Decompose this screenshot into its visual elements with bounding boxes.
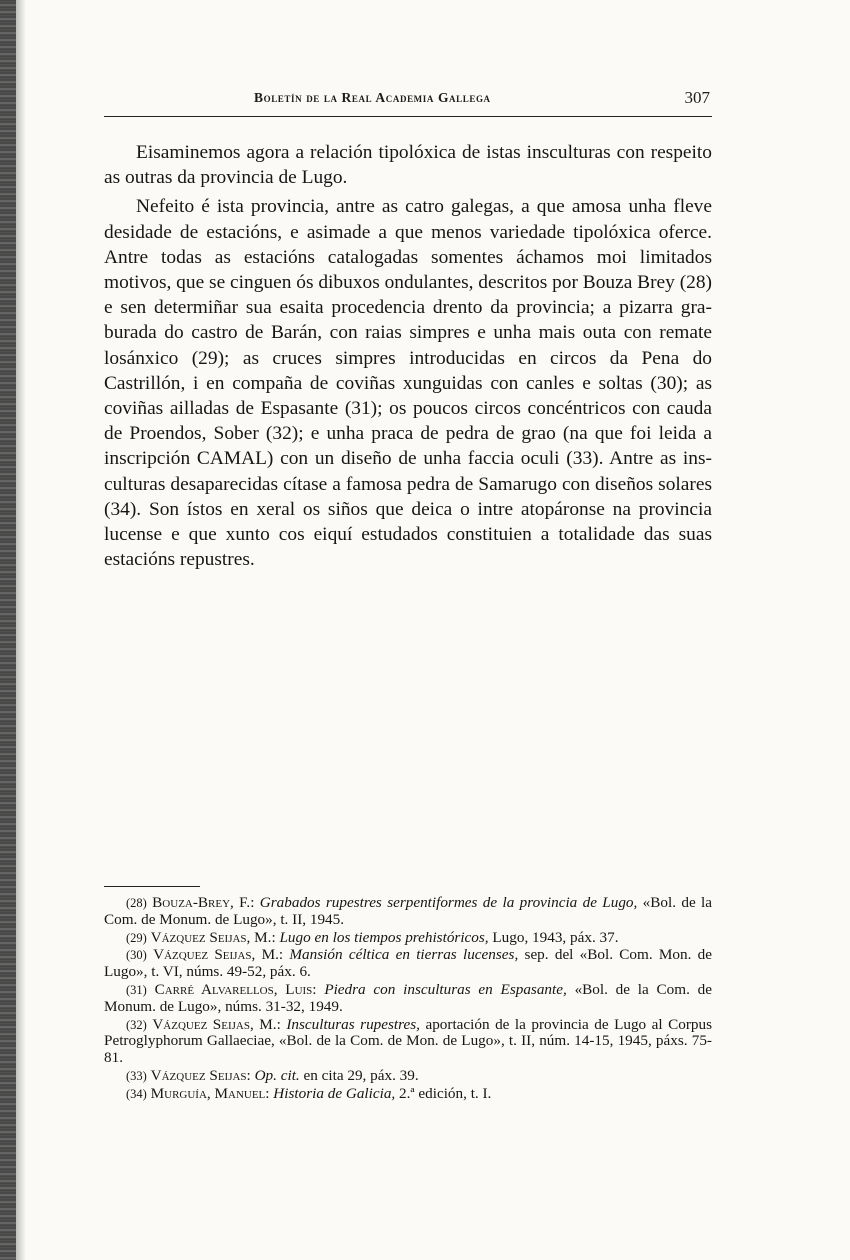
running-header (104, 88, 712, 117)
footnote: (34) Murguía, Manuel: Historia de Galicia, 2.ª edición, t. I. (126, 1084, 492, 1102)
page-number: 307 (684, 88, 710, 107)
footnotes (104, 895, 712, 1104)
footnote: (31) Carré Alvarellos, Luis: Piedra con insculturas en Espasante, «Bol. de la Com. de Monum. de Lugo», núms. 31-32, 1949. (104, 980, 712, 1015)
footnote-rule (104, 886, 200, 887)
footnote: (29) Vázquez Seijas, M.: Lugo en los tiempos prehistóricos, Lugo, 1943, páx. 37. (126, 928, 619, 946)
footnote: (33) Vázquez Seijas: Op. cit. en cita 29, páx. 39. (126, 1066, 419, 1084)
paragraph: Nefeito é ista provincia, antre as catro galegas, a que amosa unha fleve desidade de estacións, e asimade a que menos variedade tipolóxica oferce. Antre todas as estacións catalogadas somentes áchamos moi limitados motivos, que se cinguen ós dibuxos ondulantes, descritos por Bouza Brey (28) e sen determiñar sua esaita procedencia drento da provincia; a pizarra graburada do castro de Barán, con raias simpres e unha mais outa con remate losánxico (29); as cruces simpres introducidas en circos da Pena do Castrillón, i en compaña de coviñas xunguidas con canles e soltas (30); as coviñas ailladas de Espasante (31); os poucos circos concéntricos con cauda de Proendos, Sober (32); e unha praca de pedra de grao (na que foi leida a inscripción CAMAL) con un diseño de unha faccia oculi (33). Antre as insculturas desaparecidas cítase a famosa pedra de Samarugo con diseños solares (34). Son ístos en xeral os siños que deica o intre atopáronse na provincia lucense e que xunto cos eiquí estudados constituien a totalidade das suas estacións repustres. (104, 196, 713, 571)
footnote: (30) Vázquez Seijas, M.: Mansión céltica en tierras lucenses, sep. del «Bol. Com. Mon. de Lugo», t. VI, núms. 49-52, páx. 6. (104, 946, 713, 981)
scan-binding-edge (0, 0, 16, 1260)
scan-shadow (16, 0, 26, 1260)
footnote: (28) Bouza-Brey, F.: Grabados rupestres serpentiformes de la provincia de Lugo, «Bol. de la Com. de Monum. de Lugo», t. II, 1945. (104, 894, 712, 928)
footnote: (32) Vázquez Seijas, M.: Insculturas rupestres, aportación de la provincia de Lugo al Corpus Petroglyphorum Gallaeciae, «Bol. de la Com. de Mon. de Lugo», t. II, núm. 14-15, 1945, páxs. 75-81. (104, 1015, 713, 1067)
paragraph: Eisaminemos agora a relación tipolóxica de istas insculturas con respeito as outras da provincia de Lugo. (104, 142, 712, 189)
journal-title: Boletín de la Real Academia Gallega (254, 90, 491, 105)
main-text (104, 140, 712, 572)
